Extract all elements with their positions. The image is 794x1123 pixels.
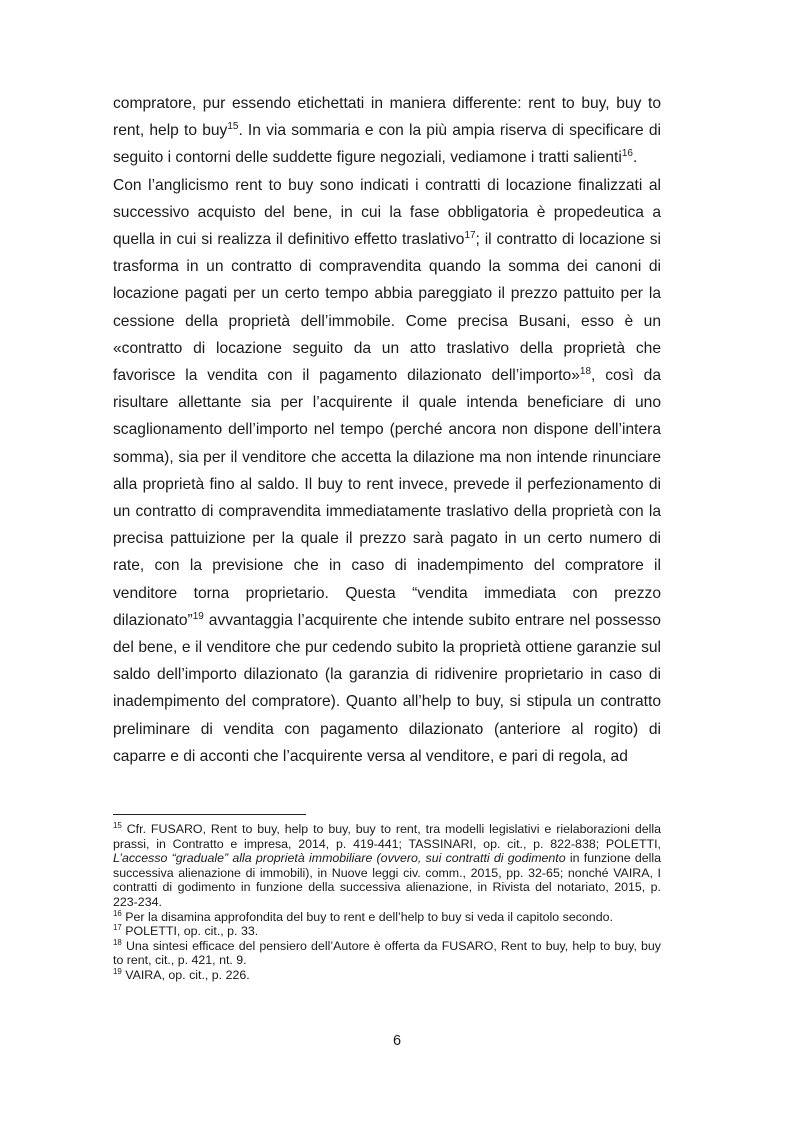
footnote-number: 15 (113, 820, 122, 830)
footnote-italic-title: L’accesso “graduale” alla proprietà immobiliare (ovvero, sui contratti di godimento (113, 851, 566, 866)
footnote-ref-17[interactable]: 17 (464, 229, 476, 241)
footnote-16 (113, 910, 661, 925)
footnote-text: Cfr. FUSARO, Rent to buy, help to buy, buy to rent, tra modelli legislativi e rielaborazioni della prassi, in Contratto e impresa, 2014, p. 419-441; TASSINARI, op. cit., p. 822-838; POLETTI, (113, 822, 661, 851)
text-run: , così da risultare allettante sia per l’acquirente il quale intenda beneficiare di uno scaglionamento dell’importo nel tempo (perché ancora non dispone dell’intera somma), sia per il venditore che accetta la dilazione ma non intende rinunciare alla proprietà fino al saldo. Il buy to rent invece, prevede il perfezionamento di un contratto di compravendita immediatamente traslativo della proprietà con la precisa pattuizione per la quale il prezzo sarà pagato in un certo numero di rate, con la previsione che in caso di inadempimento del compratore il venditore torna proprietario. Questa “vendita immediata con prezzo dilazionato” (113, 367, 661, 629)
footnote-ref-18[interactable]: 18 (579, 365, 591, 377)
text-run: Con l’anglicismo rent to buy sono indicati i contratti di locazione finalizzati al successivo acquisto del bene, in cui la fase obbligatoria è propedeutica a quella in cui si realizza il definitivo effetto traslativo (113, 176, 661, 249)
text-run: avvantaggia l’acquirente che intende subito entrare nel possesso del bene, e il venditore che pur cedendo subito la proprietà ottiene garanzie sul saldo dell’importo dilazionato (la garanzia di ridivenire proprietario in caso di inadempimento del compratore). Quanto all’help to buy, si stipula un contratto preliminare di vendita con pagamento dilazionato (anteriore al rogito) di caparre e di acconti che l’acquirente versa al venditore, e pari di regola, ad (113, 611, 661, 765)
footnote-ref-16[interactable]: 16 (621, 148, 633, 160)
footnote-text: VAIRA, op. cit., p. 226. (121, 967, 250, 982)
footnote-ref-19[interactable]: 19 (192, 610, 204, 622)
text-run: . (632, 149, 638, 167)
footnote-number: 16 (113, 908, 122, 918)
footnote-text: POLETTI, op. cit., p. 33. (121, 924, 259, 939)
page-number: 6 (392, 1033, 402, 1049)
footnote-19 (113, 968, 661, 983)
text-run: ; il contratto di locazione si trasforma in un contratto di compravendita quando la somma dei canoni di locazione pagati per un certo tempo abbia pareggiato il prezzo pattuito per la cessione della proprietà dell’immobile. Come precisa Busani, esso è un «contratto di locazione seguito da un atto traslativo della proprietà che favorisce la vendita con il pagamento dilazionato dell’importo» (113, 231, 662, 385)
paragraph-1 (113, 90, 661, 172)
paragraph-2 (113, 172, 661, 770)
footnote-text: in funzione della successiva alienazione di immobili), in Nuove leggi civ. comm., 2015, pp. 32-65; nonché VAIRA, I contratti di godimento in funzione della successiva alienazione, in Rivista del notariato, 2015, p. 223-234. (113, 851, 662, 909)
footnote-18 (113, 939, 661, 968)
footnote-ref-15[interactable]: 15 (227, 121, 239, 133)
body-text (113, 90, 661, 770)
footnote-text: Una sintesi efficace del pensiero dell’Autore è offerta da FUSARO, Rent to buy, help to buy, buy to rent, cit., p. 421, nt. 9. (113, 938, 661, 968)
footnote-17 (113, 924, 661, 939)
footnote-number: 17 (113, 923, 122, 933)
footnote-number: 19 (113, 966, 122, 976)
footnotes (113, 822, 661, 983)
footnote-separator (113, 814, 306, 815)
footnote-15 (113, 822, 661, 910)
text-run: compratore, pur essendo etichettati in maniera differente: rent to buy, buy to rent, help to buy (113, 95, 661, 140)
footnote-text: Per la disamina approfondita del buy to rent e dell’help to buy si veda il capitolo secondo. (121, 909, 613, 924)
text-run: . In via sommaria e con la più ampia riserva di specificare di seguito i contorni delle suddette figure negoziali, vediamone i tratti salienti (113, 122, 661, 167)
footnote-number: 18 (113, 937, 122, 947)
